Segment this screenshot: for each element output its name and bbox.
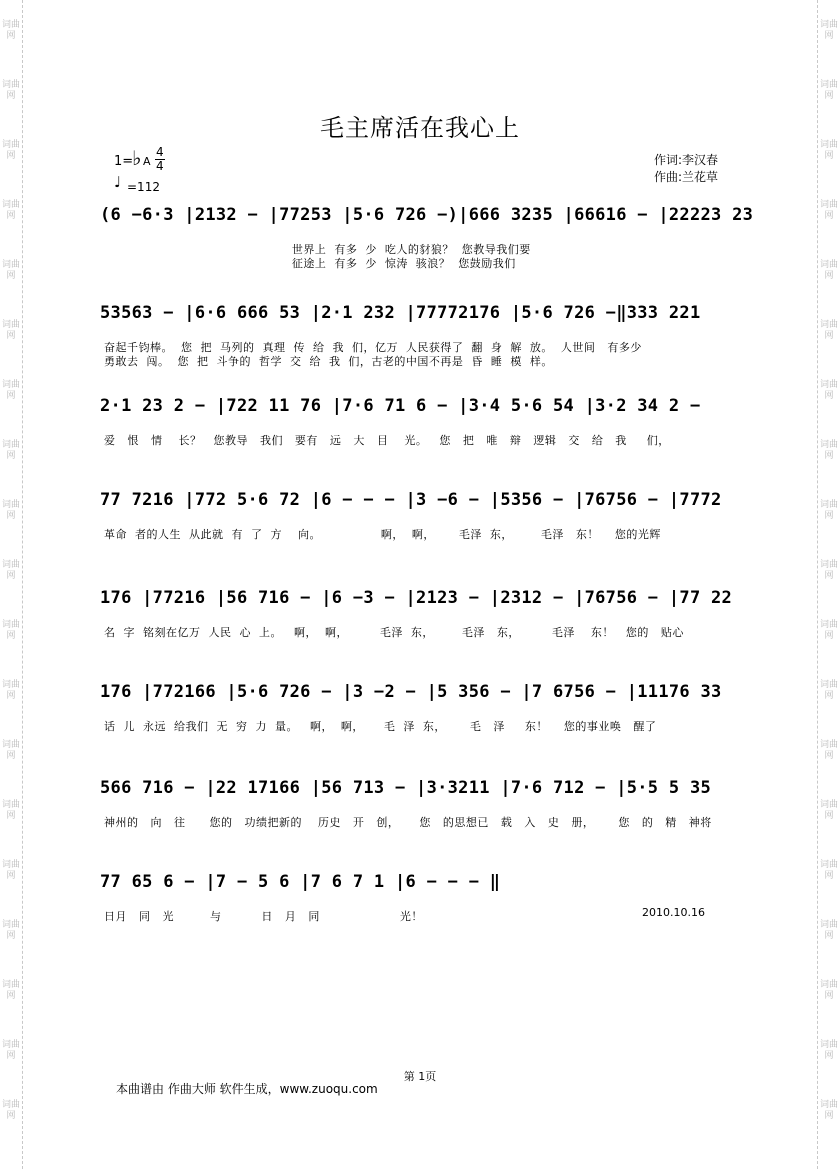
lyric-line-1: 奋起千钧棒。 您 把 马列的 真理 传 给 我 们，亿万 人民获得了 翻 身 解 放。 人世间 有多少 xyxy=(104,341,642,354)
side-watermark: 词曲网 xyxy=(2,320,21,341)
tempo-value: =112 xyxy=(127,180,160,194)
score-line xyxy=(100,682,765,762)
side-watermark: 词曲网 xyxy=(2,380,21,401)
side-watermark: 词曲网 xyxy=(2,260,21,281)
side-watermark: 词曲网 xyxy=(2,140,21,161)
flat-sign: ♭ xyxy=(132,146,142,170)
lyric-line-1: 日月 同 光 与 日 月 同 光！ xyxy=(104,910,423,923)
side-watermark: 词曲网 xyxy=(820,680,839,701)
side-watermark: 词曲网 xyxy=(2,740,21,761)
side-watermark: 词曲网 xyxy=(820,380,839,401)
notation-line: 176 |77216 |56 716 − |6 −3 − |2123 − |2312 − |76756 − |77 22 xyxy=(100,588,733,608)
key-prefix: 1= xyxy=(114,154,134,169)
side-watermark: 词曲网 xyxy=(2,500,21,521)
side-watermark: 词曲网 xyxy=(2,200,21,221)
notation-line: 53563 − |6·6 666 53 |2·1 232 |77772176 |5·6 726 −‖333 221 xyxy=(100,303,701,323)
date: 2010.10.16 xyxy=(642,906,705,919)
lyric-line-1: 神州的 向 往 您的 功绩把新的 历史 开 创， 您 的思想已 载 入 史 册， 您 的 精 神将 xyxy=(104,816,712,829)
side-watermark: 词曲网 xyxy=(820,200,839,221)
notation-line: 176 |772166 |5·6 726 − |3 −2 − |5 356 − |7 6756 − |11176 33 xyxy=(100,682,722,702)
side-watermark: 词曲网 xyxy=(2,980,21,1001)
side-watermark: 词曲网 xyxy=(820,260,839,281)
key-note: A xyxy=(143,155,151,168)
lyric-line-1: 世界上 有多 少 吃人的豺狼？ 您教导我们要 xyxy=(104,243,531,256)
side-watermark: 词曲网 xyxy=(820,20,839,41)
side-watermark: 词曲网 xyxy=(820,1040,839,1061)
side-watermark: 词曲网 xyxy=(820,800,839,821)
side-watermark: 词曲网 xyxy=(2,440,21,461)
side-watermark: 词曲网 xyxy=(820,860,839,881)
right-margin-column xyxy=(817,0,840,1169)
lyric-line-1: 爱 恨 情 长？ 您教导 我们 要有 远 大 目 光。 您 把 唯 辩 逻辑 交 给 我 们， xyxy=(104,434,670,447)
notation-line: (6 −6·3 |2132 − |77253 |5·6 726 −)|666 3235 |66616 − |22223 23 xyxy=(100,205,754,225)
side-watermark: 词曲网 xyxy=(820,140,839,161)
side-watermark: 词曲网 xyxy=(2,20,21,41)
time-signature-denominator: 4 xyxy=(156,159,164,173)
song-title: 毛主席活在我心上 xyxy=(320,114,520,142)
page-number: 第 1页 xyxy=(403,1070,437,1083)
notation-line: 77 65 6 − |7 − 5 6 |7 6 7 1 |6 − − − ‖ xyxy=(100,872,501,892)
notation-line: 2·1 23 2 − |722 11 76 |7·6 71 6 − |3·4 5·6 54 |3·2 34 2 − xyxy=(100,396,701,416)
quarter-note-icon: ♩ xyxy=(114,173,122,191)
score-line xyxy=(100,490,765,570)
side-watermark: 词曲网 xyxy=(2,1040,21,1061)
side-watermark: 词曲网 xyxy=(2,80,21,101)
lyric-line-1: 名 字 铭刻在亿万 人民 心 上。 啊， 啊， 毛泽 东， 毛泽 东， 毛泽 东！ 您的 贴心 xyxy=(104,626,684,639)
composer: 作曲:兰花草 xyxy=(654,170,719,184)
side-watermark: 词曲网 xyxy=(2,920,21,941)
side-watermark: 词曲网 xyxy=(2,620,21,641)
side-watermark: 词曲网 xyxy=(820,740,839,761)
score-line xyxy=(100,588,765,668)
lyric-line-1: 话 儿 永远 给我们 无 穷 力 量。 啊， 啊， 毛 泽 东， 毛 泽 东！ 您的事业唤 醒了 xyxy=(104,720,657,733)
side-watermark: 词曲网 xyxy=(820,1100,839,1121)
tempo-marking xyxy=(114,172,214,194)
side-watermark: 词曲网 xyxy=(820,560,839,581)
credits xyxy=(654,152,718,186)
side-watermark: 词曲网 xyxy=(2,1100,21,1121)
score-line xyxy=(100,205,765,285)
side-watermark: 词曲网 xyxy=(820,980,839,1001)
lyric-line-2: 征途上 有多 少 惊涛 骇浪？ 您鼓励我们 xyxy=(104,257,516,270)
side-watermark: 词曲网 xyxy=(820,440,839,461)
time-signature-numerator: 4 xyxy=(156,145,164,159)
score-line xyxy=(100,303,765,383)
side-watermark: 词曲网 xyxy=(820,500,839,521)
side-watermark: 词曲网 xyxy=(2,680,21,701)
notation-line: 77 7216 |772 5·6 72 |6 − − − |3 −6 − |5356 − |76756 − |7772 xyxy=(100,490,722,510)
lyricist: 作词:李汉春 xyxy=(654,153,719,167)
footer-text: 本曲谱由 作曲大师 软件生成，www.zuoqu.com xyxy=(116,1082,378,1096)
lyric-line-1: 革命 者的人生 从此就 有 了 方 向。 啊， 啊， 毛泽 东， 毛泽 东！ 您的光辉 xyxy=(104,528,661,541)
side-watermark: 词曲网 xyxy=(820,80,839,101)
side-watermark: 词曲网 xyxy=(2,860,21,881)
side-watermark: 词曲网 xyxy=(820,320,839,341)
score-line xyxy=(100,396,765,476)
side-watermark: 词曲网 xyxy=(2,560,21,581)
lyric-line-2: 勇敢去 闯。 您 把 斗争的 哲学 交 给 我 们，古老的中国不再是 昏 睡 模 样。 xyxy=(104,355,553,368)
side-watermark: 词曲网 xyxy=(820,920,839,941)
side-watermark: 词曲网 xyxy=(820,620,839,641)
notation-line: 566 716 − |22 17166 |56 713 − |3·3211 |7·6 712 − |5·5 5 35 xyxy=(100,778,712,798)
side-watermark: 词曲网 xyxy=(2,800,21,821)
left-margin-column xyxy=(0,0,23,1169)
score-line xyxy=(100,778,765,858)
